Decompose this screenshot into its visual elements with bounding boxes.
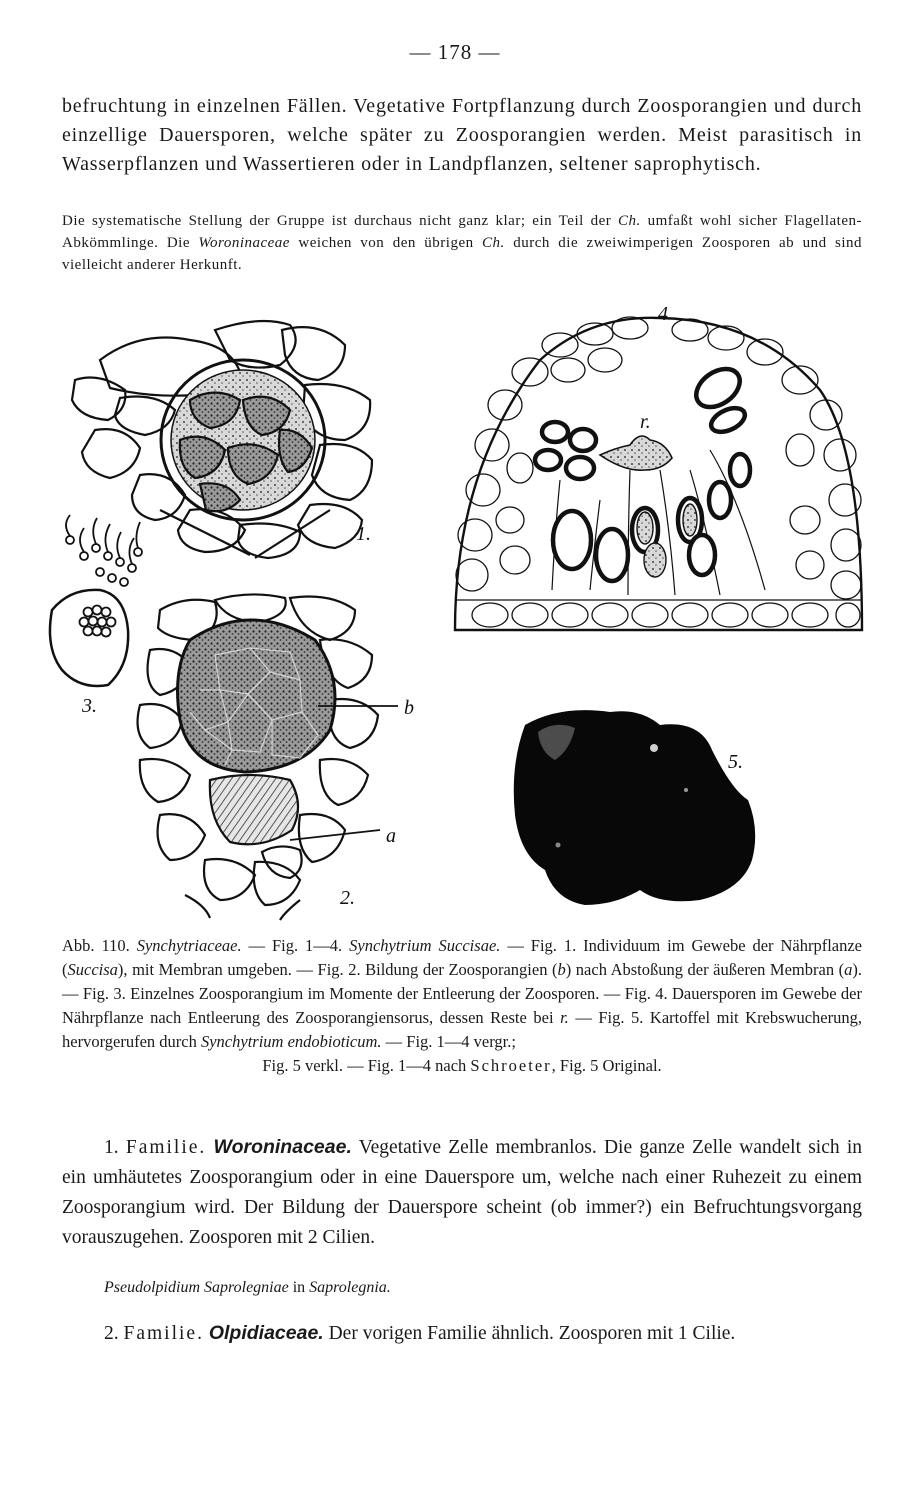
fig2-label-b: b (404, 697, 414, 719)
fig2-label: 2. (340, 887, 355, 909)
fig2-label-a: a (386, 825, 396, 847)
systematic-note: Die systematische Stellung der Gruppe ist durchaus nicht ganz klar; ein Teil der Ch. umfaßt wohl sicher Flagellaten-Abkömmlinge. Die Woroninaceae weichen von den übrigen Ch. durch die zweiwimperigen Zoosporen ab und sind vielleicht anderer Herkunft. (62, 213, 862, 273)
figure-synchytrium-plate (0, 300, 910, 940)
fig4-label: 4 (658, 303, 668, 325)
fig3-zoosporangium-releasing (50, 515, 142, 686)
family-2-olpidiaceae: 2. Familie. Olpidiaceae. Der vorigen Familie ähnlich. Zoosporen mit 1 Cilie. (104, 1322, 736, 1344)
figure-caption: Abb. 110. Synchytriaceae. — Fig. 1—4. Synchytrium Succisae. — Fig. 1. Individuum im Gewebe der Nährpflanze (Succisa), mit Membran umgeben. — Fig. 2. Bildung der Zoosporangien (b) nach Abstoßung der äußeren Membran (a). — Fig. 3. Einzelnes Zoosporangium im Momente der Entleerung der Zoosporen. — Fig. 4. Dauersporen im Gewebe der Nährpflanze nach Entleerung des Zoosporangiensorus, dessen Reste bei r. — Fig. 5. Kartoffel mit Krebswucherung, hervorgerufen durch Synchytrium endobioticum. — Fig. 1—4 vergr.; Fig. 5 verkl. — Fig. 1—4 nach Schroeter, Fig. 5 Original. (62, 936, 863, 1075)
fig1-individual-in-tissue (72, 321, 372, 558)
fig4-label-r: r. (640, 411, 651, 433)
fig2-sorus-formation (138, 594, 398, 920)
fig5-label: 5. (728, 751, 743, 773)
page-number: — 178 — (409, 40, 501, 64)
fig3-label: 3. (82, 695, 97, 717)
fig1-label: 1. (356, 523, 371, 545)
fig4-resting-spores-in-tissue (455, 317, 862, 630)
family-1-woroninaceae: 1. Familie. Woroninaceae. Vegetative Zelle membranlos. Die ganze Zelle wandelt sich in ein umhäutetes Zoosporangium oder in eine Dauerspore um, welche nach einer Ruhezeit zu einem Zoosporangium wird. Der Bildung der Dauerspore scheint (ob immer?) ein Befruchtungsvorgang vorauszugehen. Zoosporen mit 2 Cilien. (62, 1136, 863, 1248)
fig5-potato-wart-photo (514, 710, 755, 905)
intro-paragraph: befruchtung in einzelnen Fällen. Vegetative Fortpflanzung durch Zoosporangien und durch einzellige Dauersporen, welche später zu Zoosporangien werden. Meist parasitisch in Wasserpflanzen und Wassertieren oder in Landpflanzen, seltener saprophytisch. (62, 95, 862, 175)
example-species: Pseudolpidium Saprolegniae in Saprolegnia. (104, 1279, 391, 1296)
